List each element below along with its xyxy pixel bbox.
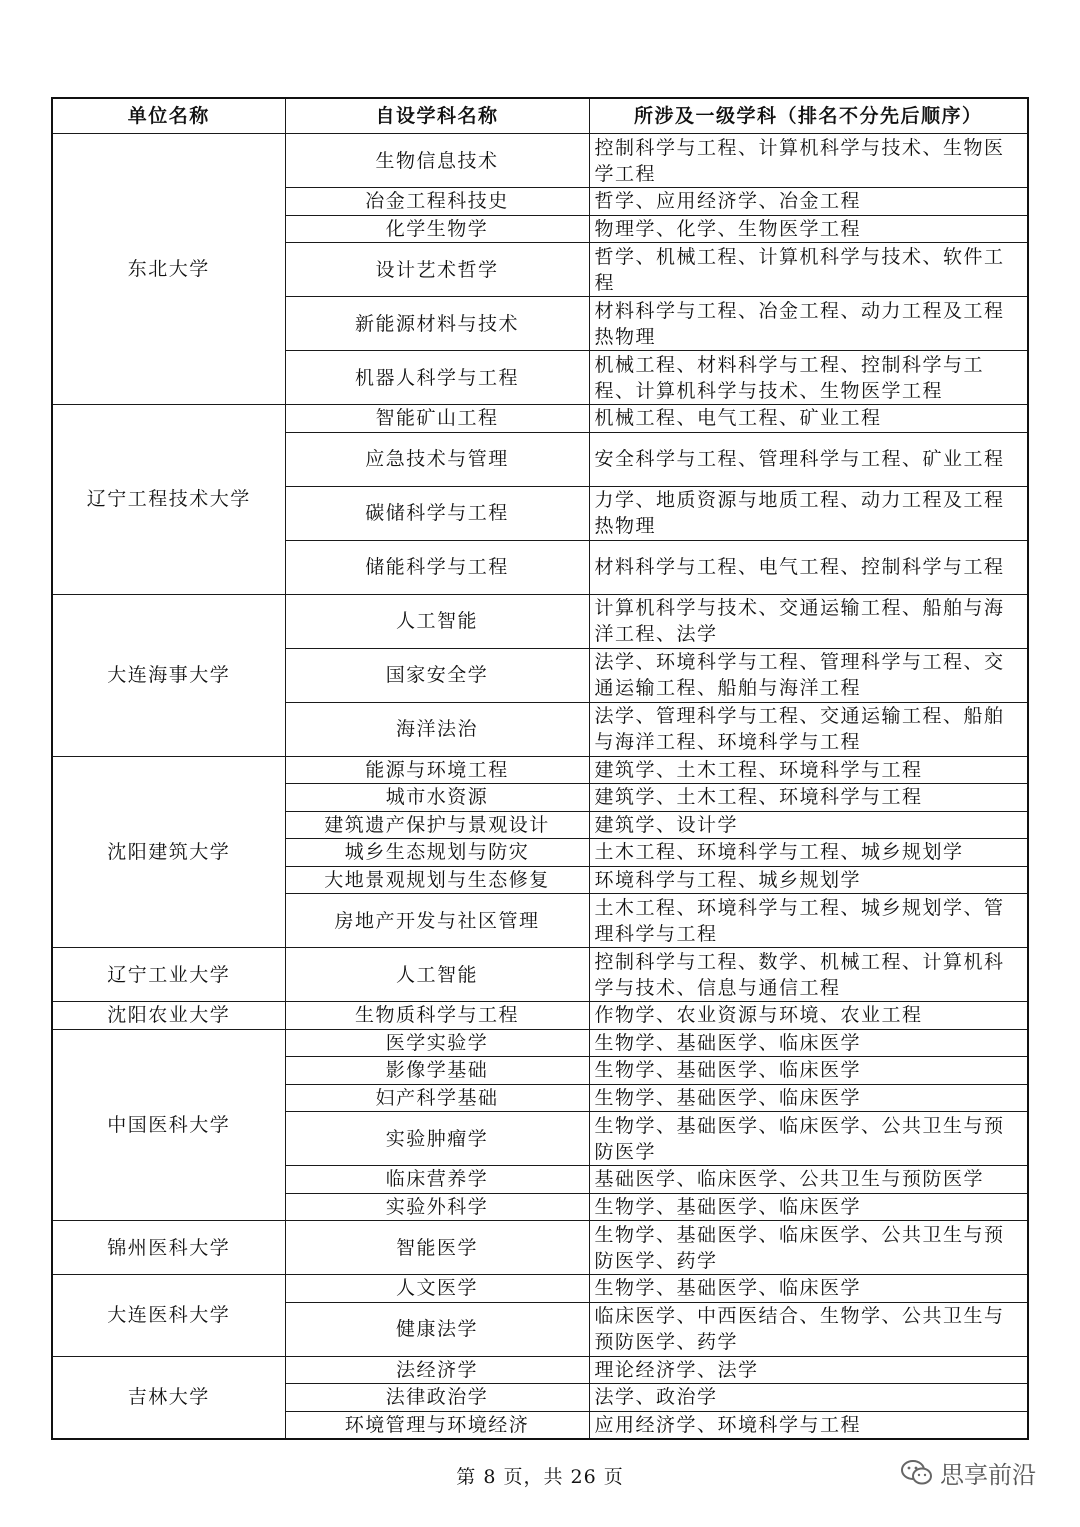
subject-name: 智能医学 xyxy=(285,1221,589,1275)
related-disciplines: 控制科学与工程、计算机科学与技术、生物医学工程 xyxy=(589,134,1028,188)
subject-name: 妇产科学基础 xyxy=(285,1084,589,1112)
table-row xyxy=(52,405,1028,433)
related-disciplines: 理论经济学、法学 xyxy=(589,1356,1028,1384)
related-disciplines: 临床医学、中西医结合、生物学、公共卫生与预防医学、药学 xyxy=(589,1302,1028,1356)
subject-name: 人工智能 xyxy=(285,948,589,1002)
related-disciplines: 生物学、基础医学、临床医学 xyxy=(589,1193,1028,1221)
unit-name: 沈阳建筑大学 xyxy=(52,756,285,948)
header-disciplines: 所涉及一级学科（排名不分先后顺序） xyxy=(589,98,1028,134)
subject-name: 医学实验学 xyxy=(285,1029,589,1057)
table-row xyxy=(52,1275,1028,1303)
subject-name: 能源与环境工程 xyxy=(285,756,589,784)
related-disciplines: 材料科学与工程、电气工程、控制科学与工程 xyxy=(589,540,1028,594)
table-header-row xyxy=(52,98,1028,134)
related-disciplines: 建筑学、土木工程、环境科学与工程 xyxy=(589,756,1028,784)
table-row xyxy=(52,948,1028,1002)
table-row xyxy=(52,1029,1028,1057)
table-row xyxy=(52,134,1028,188)
subject-name: 建筑遗产保护与景观设计 xyxy=(285,811,589,839)
related-disciplines: 基础医学、临床医学、公共卫生与预防医学 xyxy=(589,1166,1028,1194)
subject-name: 临床营养学 xyxy=(285,1166,589,1194)
header-unit: 单位名称 xyxy=(52,98,285,134)
unit-name: 吉林大学 xyxy=(52,1356,285,1439)
related-disciplines: 控制科学与工程、数学、机械工程、计算机科学与技术、信息与通信工程 xyxy=(589,948,1028,1002)
related-disciplines: 应用经济学、环境科学与工程 xyxy=(589,1411,1028,1439)
subject-name: 法经济学 xyxy=(285,1356,589,1384)
subject-name: 冶金工程科技史 xyxy=(285,188,589,216)
subject-name: 法律政治学 xyxy=(285,1384,589,1412)
subject-name: 设计艺术哲学 xyxy=(285,243,589,297)
subject-name: 房地产开发与社区管理 xyxy=(285,894,589,948)
discipline-table xyxy=(51,97,1029,1440)
subject-name: 实验外科学 xyxy=(285,1193,589,1221)
subject-name: 新能源材料与技术 xyxy=(285,297,589,351)
related-disciplines: 机械工程、材料科学与工程、控制科学与工程、计算机科学与技术、生物医学工程 xyxy=(589,351,1028,405)
related-disciplines: 建筑学、设计学 xyxy=(589,811,1028,839)
table-row xyxy=(52,756,1028,784)
related-disciplines: 作物学、农业资源与环境、农业工程 xyxy=(589,1002,1028,1030)
subject-name: 智能矿山工程 xyxy=(285,405,589,433)
related-disciplines: 建筑学、土木工程、环境科学与工程 xyxy=(589,784,1028,812)
related-disciplines: 计算机科学与技术、交通运输工程、船舶与海洋工程、法学 xyxy=(589,594,1028,648)
subject-name: 城市水资源 xyxy=(285,784,589,812)
unit-name: 沈阳农业大学 xyxy=(52,1002,285,1030)
subject-name: 城乡生态规划与防灾 xyxy=(285,839,589,867)
related-disciplines: 土木工程、环境科学与工程、城乡规划学 xyxy=(589,839,1028,867)
related-disciplines: 生物学、基础医学、临床医学、公共卫生与预防医学 xyxy=(589,1112,1028,1166)
wechat-icon xyxy=(900,1458,934,1488)
subject-name: 健康法学 xyxy=(285,1302,589,1356)
table-body xyxy=(52,134,1028,1440)
subject-name: 海洋法治 xyxy=(285,702,589,756)
unit-name: 锦州医科大学 xyxy=(52,1221,285,1275)
related-disciplines: 物理学、化学、生物医学工程 xyxy=(589,215,1028,243)
subject-name: 生物质科学与工程 xyxy=(285,1002,589,1030)
subject-name: 化学生物学 xyxy=(285,215,589,243)
unit-name: 东北大学 xyxy=(52,134,285,405)
subject-name: 人工智能 xyxy=(285,594,589,648)
related-disciplines: 生物学、基础医学、临床医学 xyxy=(589,1084,1028,1112)
watermark-text: 思享前沿 xyxy=(940,1461,1036,1489)
unit-name: 辽宁工业大学 xyxy=(52,948,285,1002)
subject-name: 大地景观规划与生态修复 xyxy=(285,866,589,894)
related-disciplines: 哲学、机械工程、计算机科学与技术、软件工程 xyxy=(589,243,1028,297)
subject-name: 储能科学与工程 xyxy=(285,540,589,594)
subject-name: 碳储科学与工程 xyxy=(285,486,589,540)
subject-name: 生物信息技术 xyxy=(285,134,589,188)
related-disciplines: 生物学、基础医学、临床医学 xyxy=(589,1275,1028,1303)
related-disciplines: 哲学、应用经济学、冶金工程 xyxy=(589,188,1028,216)
unit-name: 大连海事大学 xyxy=(52,594,285,756)
related-disciplines: 安全科学与工程、管理科学与工程、矿业工程 xyxy=(589,432,1028,486)
related-disciplines: 法学、环境科学与工程、管理科学与工程、交通运输工程、船舶与海洋工程 xyxy=(589,648,1028,702)
related-disciplines: 生物学、基础医学、临床医学 xyxy=(589,1057,1028,1085)
related-disciplines: 土木工程、环境科学与工程、城乡规划学、管理科学与工程 xyxy=(589,894,1028,948)
watermark xyxy=(900,1455,1036,1490)
unit-name: 中国医科大学 xyxy=(52,1029,285,1221)
subject-name: 环境管理与环境经济 xyxy=(285,1411,589,1439)
related-disciplines: 生物学、基础医学、临床医学、公共卫生与预防医学、药学 xyxy=(589,1221,1028,1275)
header-subject: 自设学科名称 xyxy=(285,98,589,134)
unit-name: 大连医科大学 xyxy=(52,1275,285,1357)
related-disciplines: 法学、管理科学与工程、交通运输工程、船舶与海洋工程、环境科学与工程 xyxy=(589,702,1028,756)
related-disciplines: 力学、地质资源与地质工程、动力工程及工程热物理 xyxy=(589,486,1028,540)
subject-name: 机器人科学与工程 xyxy=(285,351,589,405)
table-row xyxy=(52,1221,1028,1275)
subject-name: 国家安全学 xyxy=(285,648,589,702)
subject-name: 实验肿瘤学 xyxy=(285,1112,589,1166)
related-disciplines: 法学、政治学 xyxy=(589,1384,1028,1412)
unit-name: 辽宁工程技术大学 xyxy=(52,405,285,595)
table-row xyxy=(52,1002,1028,1030)
subject-name: 人文医学 xyxy=(285,1275,589,1303)
subject-name: 影像学基础 xyxy=(285,1057,589,1085)
related-disciplines: 生物学、基础医学、临床医学 xyxy=(589,1029,1028,1057)
table-row xyxy=(52,594,1028,648)
subject-name: 应急技术与管理 xyxy=(285,432,589,486)
related-disciplines: 材料科学与工程、冶金工程、动力工程及工程热物理 xyxy=(589,297,1028,351)
page-number: 第 8 页，共 26 页 xyxy=(456,1466,624,1488)
related-disciplines: 环境科学与工程、城乡规划学 xyxy=(589,866,1028,894)
table-row xyxy=(52,1356,1028,1384)
related-disciplines: 机械工程、电气工程、矿业工程 xyxy=(589,405,1028,433)
